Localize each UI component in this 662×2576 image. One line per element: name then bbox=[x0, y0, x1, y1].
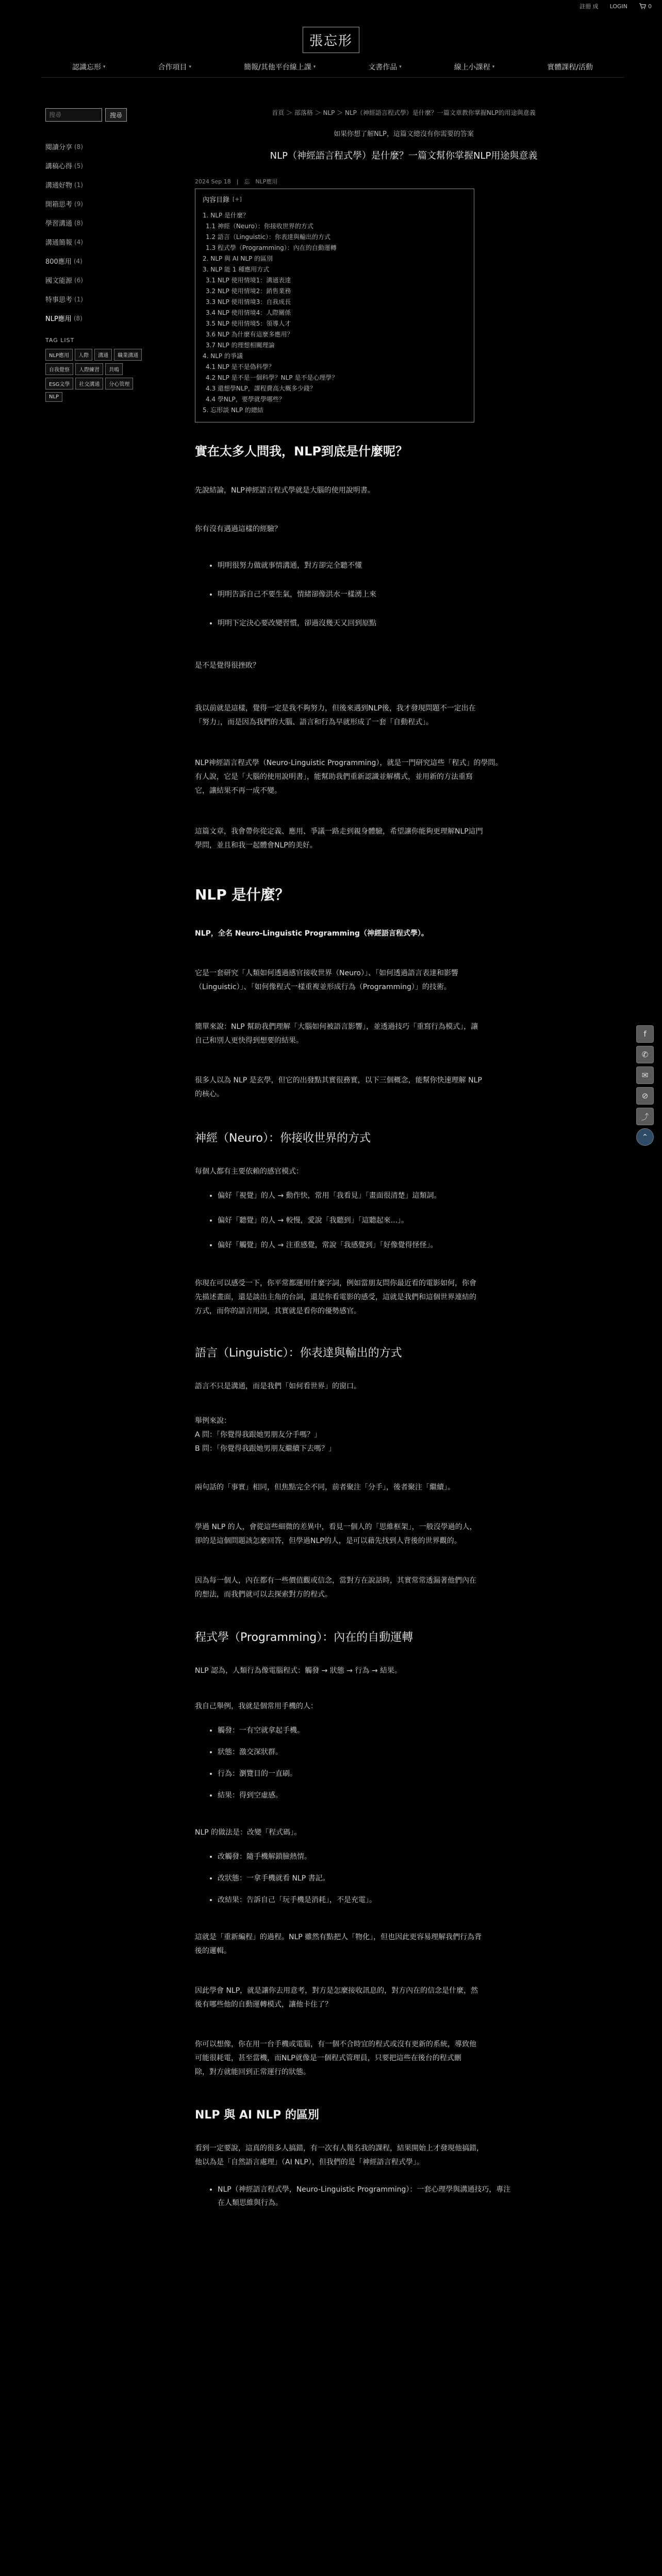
category-label: 講稿心得 bbox=[45, 163, 73, 171]
nav-label: 線上小課程 bbox=[454, 63, 490, 72]
toc-link[interactable]: 3.6 NLP 為什麼有這麼多應用？ bbox=[206, 331, 293, 338]
category-count: (6) bbox=[74, 276, 84, 284]
toc-link[interactable]: 3.2 NLP 使用情境2：銷售業務 bbox=[206, 287, 291, 295]
paragraph: 簡單來說：NLP 幫助我們理解「大腦如何被語言影響」，並透過技巧「重寫行為模式」，讓 bbox=[195, 1023, 478, 1031]
paragraph: NLP 認為，人類行為像電腦程式：觸發 → 狀態 → 行為 → 結果。 bbox=[195, 1667, 402, 1675]
toc-link[interactable]: 3.5 NLP 使用情境5：領導人才 bbox=[206, 320, 291, 327]
login-link[interactable]: LOGIN bbox=[609, 3, 627, 10]
chevron-down-icon: ▾ bbox=[103, 64, 106, 70]
category-count: (4) bbox=[73, 257, 82, 265]
category-count: (8) bbox=[73, 314, 82, 322]
tag-list bbox=[45, 349, 143, 402]
paragraph: 有人說，它是「大腦的使用說明書」，能幫助我們重新認識並解構式，並用新的方法重寫 bbox=[195, 773, 473, 781]
paragraph: 舉例來說： bbox=[195, 1417, 231, 1425]
table-of-contents bbox=[195, 189, 474, 422]
arrow-up-icon: ⌃ bbox=[641, 1132, 649, 1142]
search-form bbox=[45, 108, 143, 122]
paragraph: 的想法，而我們就可以去探索對方的程式。 bbox=[195, 1590, 332, 1599]
line-icon: ✆ bbox=[641, 1050, 649, 1059]
paragraph: 卻的是這個問題該怎麼回答，但學過NLP的人，是可以藉先找到人背後的世界觀的。 bbox=[195, 1537, 461, 1545]
paragraph: 很多人以為 NLP 是玄學，但它的出發點其實很務實，以下三個概念，能幫你快速理解 NLP bbox=[195, 1076, 482, 1084]
list-item: • 偏好「聽覺」的人 → 較慢，愛說「我聽到」「這聽起來...」。 bbox=[218, 1214, 613, 1227]
toc-title: 內容目錄 bbox=[203, 196, 230, 204]
paragraph: 我以前就是這樣，覺得一定是我不夠努力，但後來遇到NLP後，我才發現問題不一定出在 bbox=[195, 704, 476, 713]
toc-link[interactable]: 1.3 程式學（Programming）：內在的自動運轉 bbox=[206, 244, 337, 251]
paragraph: 它，讓結果不再一成不變。 bbox=[195, 787, 282, 795]
section-heading: 實在太多人問我，NLP到底是什麼呢？ bbox=[195, 444, 408, 459]
signup-link[interactable]: 註冊 成 bbox=[580, 3, 599, 10]
tag-chip[interactable]: 自我覺察 bbox=[45, 363, 73, 375]
sidebar bbox=[45, 108, 143, 402]
nav-item-about[interactable] bbox=[72, 62, 106, 72]
toc-link[interactable]: 2. NLP 與 AI NLP 的區別 bbox=[203, 255, 273, 262]
chevron-down-icon: ▾ bbox=[399, 64, 402, 70]
bullet-list bbox=[195, 1850, 613, 1907]
chevron-down-icon: ▾ bbox=[492, 64, 495, 70]
toc-header bbox=[203, 194, 467, 204]
category-item[interactable] bbox=[45, 213, 143, 232]
bullet-list bbox=[195, 1724, 613, 1802]
toc-link[interactable]: 4.4 學NLP，要學就學哪些？ bbox=[206, 396, 285, 403]
site-title: 張忘形 bbox=[303, 27, 359, 53]
category-label: 閱讀分享 bbox=[45, 144, 73, 151]
paragraph: 是不是覺得很挫敗？ bbox=[195, 662, 260, 670]
tag-chip[interactable]: ESG文學 bbox=[45, 378, 73, 389]
category-count: (1) bbox=[74, 295, 84, 303]
category-item[interactable] bbox=[45, 251, 143, 270]
nav-label: 認識忘形 bbox=[72, 63, 101, 72]
cart-icon bbox=[639, 3, 646, 9]
paragraph: NLP 的做法是：改變「程式碼」。 bbox=[195, 1828, 302, 1837]
paragraph: 可能很耗電，甚至當機，而NLP就像是一個程式管理員，只要把這些在後台的程式刪 bbox=[195, 2054, 461, 2062]
toc-link[interactable]: 1. NLP 是什麼？ bbox=[203, 212, 249, 219]
category-label: 學習溝通 bbox=[45, 220, 73, 228]
cart-count: 0 bbox=[648, 3, 652, 10]
list-item: • 明明很努力做就事情溝通，對方卻完全聽不懂 bbox=[218, 559, 613, 572]
list-item: • 結果：得到空虛感。 bbox=[218, 1789, 613, 1802]
paragraph: 因此學會 NLP，就是讓你去用意考，對方是怎麼接收訊息的，對方內在的信念是什麼，然 bbox=[195, 1987, 478, 1995]
toc-link[interactable]: 3. NLP 能 1 種應用方式 bbox=[203, 266, 270, 273]
toc-link[interactable]: 3.1 NLP 使用情境1：溝通表達 bbox=[206, 277, 291, 284]
paragraph: 先描述畫面，還是談出主角的台詞，還是你看電影的感受，這就是我們和這個世界連結的 bbox=[195, 1293, 476, 1301]
paragraph: 學過 NLP 的人，會從這些細微的差異中，看見一個人的「思維框架」，一般沒學過的人， bbox=[195, 1523, 477, 1531]
nav-item-mini-course[interactable] bbox=[454, 62, 495, 72]
list-item: • 行為：瀏覽目的一直刷。 bbox=[218, 1767, 613, 1781]
paragraph: 自己和別人更快得到想要的結果。 bbox=[195, 1037, 303, 1045]
nav-divider bbox=[41, 77, 624, 78]
subsection-heading: 程式學（Programming）：內在的自動運轉 bbox=[195, 1631, 413, 1644]
paragraph: 這就是「重新編程」的過程。NLP 雖然有點把人「物化」，但也因此更容易理解我們行為背 bbox=[195, 1933, 482, 1941]
list-item: • 改狀態：一拿手機就看 NLP 書記。 bbox=[218, 1872, 613, 1885]
tag-list-title: TAG LIST bbox=[45, 337, 75, 344]
nav-item-writing[interactable] bbox=[368, 62, 402, 72]
nav-label: 文書作品 bbox=[368, 63, 398, 72]
list-item: • 明明下定決心要改變習慣，卻過沒幾天又回到原點 bbox=[218, 617, 613, 630]
chevron-down-icon: ▾ bbox=[313, 64, 316, 70]
paragraph: 後的邏輯。 bbox=[195, 1947, 231, 1955]
tag-chip[interactable]: 共鳴 bbox=[105, 363, 123, 375]
floating-share-bar bbox=[636, 1025, 654, 1146]
list-item: • 明明告訴自己不要生氣，情緒卻像洪水一樣湧上來 bbox=[218, 588, 613, 601]
toc-link[interactable]: 1.1 神經（Neuro）：你接收世界的方式 bbox=[206, 223, 313, 230]
category-count: (8) bbox=[74, 219, 84, 227]
tag-chip[interactable]: 分心管理 bbox=[105, 378, 133, 389]
tag-chip[interactable]: NLP bbox=[45, 392, 62, 402]
tag-chip[interactable]: 人際 bbox=[75, 349, 92, 361]
toc-link[interactable]: 3.4 NLP 使用情境4：人際關係 bbox=[206, 309, 291, 316]
category-count: (4) bbox=[74, 238, 84, 246]
paragraph: 這篇文章，我會帶你從定義、應用、爭議一路走到親身體驗，希望讓你能夠更理解NLP這門 bbox=[195, 827, 483, 836]
paragraph: 學問，並且和我一起體會NLP的美好。 bbox=[195, 841, 317, 850]
tag-chip[interactable]: 社交溝通 bbox=[75, 378, 103, 389]
main-nav bbox=[72, 62, 593, 72]
copy-link-button[interactable] bbox=[636, 1087, 654, 1105]
post-meta: 2024 Sep 18 | 忘 NLP應用 bbox=[195, 178, 278, 185]
subsection-heading: 語言（Linguistic）：你表達與輸出的方式 bbox=[195, 1347, 402, 1360]
toc-link[interactable]: 3.3 NLP 使用情境3：自我成長 bbox=[206, 298, 291, 306]
paragraph: 看到一定要說，這真的很多人搞錯，有一次有人報名我的課程，結果開始上才發現他搞錯， bbox=[195, 2144, 484, 2153]
paragraph: 先說結論，NLP神經語言程式學就是大腦的使用說明書。 bbox=[195, 486, 375, 495]
paragraph: NLP神經語言程式學（Neuro-Linguistic Programming），就是一門研究這些「程式」的學問。 bbox=[195, 759, 503, 767]
tag-chip[interactable]: NLP應用 bbox=[45, 349, 73, 361]
category-label: 開箱思考 bbox=[45, 201, 73, 209]
category-count: (5) bbox=[74, 162, 84, 170]
category-item[interactable] bbox=[45, 232, 143, 251]
paragraph: 你可以想像，你在用一台手機或電腦，有一個不合時宜的程式或沒有更新的系統，導致他 bbox=[195, 2040, 476, 2048]
category-count: (9) bbox=[74, 200, 84, 208]
section-heading: NLP 是什麼？ bbox=[195, 886, 290, 903]
paragraph: 的核心。 bbox=[195, 1090, 224, 1098]
line-share-button[interactable] bbox=[636, 1046, 654, 1063]
facebook-icon: f bbox=[643, 1029, 647, 1039]
category-label: 國文能源 bbox=[45, 277, 73, 285]
bullet-list bbox=[195, 2183, 613, 2210]
toc-link[interactable]: 4.3 還想學NLP，課程費高大概多少錢？ bbox=[206, 385, 316, 392]
list-item: • 偏好「觸覺」的人 → 注重感覺，常說「我感覺到」「好像覺得怪怪」。 bbox=[218, 1239, 613, 1252]
category-item-active[interactable] bbox=[45, 309, 143, 328]
category-item[interactable] bbox=[45, 175, 143, 194]
category-item[interactable] bbox=[45, 290, 143, 309]
category-count: (8) bbox=[74, 143, 84, 150]
facebook-share-button[interactable] bbox=[636, 1025, 654, 1043]
paragraph: 方式，而你的語言用詞，其實就是看你的優勢感官。 bbox=[195, 1307, 361, 1315]
breadcrumb[interactable]: 首頁 ＞ 部落格 ＞ NLP ＞ NLP（神經語言程式學）是什麼？一篇文章教你掌握NLP的用途與意義 bbox=[272, 109, 536, 116]
category-item[interactable] bbox=[45, 156, 143, 175]
nav-label: 簡報/其他平台線上課 bbox=[244, 63, 311, 72]
paragraph: 除，對方就能回到正常運行的狀態。 bbox=[195, 2068, 310, 2076]
paragraph: A 問：「你覺得我跟她男朋友分手嗎？」 bbox=[195, 1431, 322, 1439]
toc-link[interactable]: 4.1 NLP 是不是偽科學？ bbox=[206, 363, 275, 370]
tag-chip[interactable]: 人際練習 bbox=[75, 363, 103, 375]
nav-item-courses[interactable] bbox=[244, 62, 316, 72]
nav-label: 合作項目 bbox=[158, 63, 187, 72]
paragraph: 他以為是「自然語言處理」（AI NLP），但我們的是「神經語言程式學」。 bbox=[195, 2158, 424, 2166]
category-label: 溝通簡報 bbox=[45, 239, 73, 247]
category-label: 溝通好物 bbox=[45, 182, 73, 190]
bullet-list bbox=[195, 1189, 613, 1252]
subsection-heading: NLP 與 AI NLP 的區別 bbox=[195, 2109, 319, 2122]
paragraph: 你現在可以感受一下，你平常都運用什麼字詞，例如當朋友問你最近看的電影如何，你會 bbox=[195, 1279, 476, 1287]
paragraph: 兩句話的「事實」相同，但焦點完全不同，前者聚注「分手」，後者聚注「繼續」。 bbox=[195, 1483, 455, 1492]
search-button[interactable]: 搜尋 bbox=[105, 108, 127, 122]
nav-item-cooperation[interactable] bbox=[158, 62, 192, 72]
post-title: NLP（神經語言程式學）是什麼？一篇文幫你掌握NLP用途與意義 bbox=[270, 150, 538, 161]
category-count: (1) bbox=[74, 181, 84, 189]
category-label: NLP應用 bbox=[45, 315, 72, 323]
paragraph: 語言不只是溝通，而是我們「如何看世界」的窗口。 bbox=[195, 1382, 361, 1391]
category-label: 800應用 bbox=[45, 258, 72, 266]
paragraph: （Linguistic）」、「如何像程式一樣重複並形成行為（Programming）」的技術。 bbox=[195, 983, 451, 991]
top-utility-bar bbox=[0, 0, 662, 12]
post-content bbox=[195, 108, 613, 2210]
toc-link[interactable]: 4.2 NLP 是不是一個科學？NLP 是不是心理學？ bbox=[206, 374, 338, 381]
list-item-text: NLP（神經語言程式學，Neuro-Linguistic Programming）：一套心理學與溝通技巧，專注 bbox=[218, 2185, 511, 2194]
post-subtitle: 如果你想了解NLP，這篇文總沒有你需要的答案 bbox=[334, 130, 474, 138]
paragraph: B 問：「你覺得我跟她男朋友繼續下去嗎？」 bbox=[195, 1445, 336, 1453]
article-body bbox=[195, 441, 613, 2210]
paragraph: 我自己舉例，我就是個常用手機的人： bbox=[195, 1702, 318, 1710]
category-item[interactable] bbox=[45, 194, 143, 213]
toc-link[interactable]: 5. 忘形談 NLP 的總結 bbox=[203, 406, 263, 414]
tag-chip[interactable]: 溝通 bbox=[94, 349, 112, 361]
tag-chip[interactable]: 職業溝通 bbox=[114, 349, 142, 361]
list-item bbox=[218, 2183, 613, 2210]
list-item: • 狀態：激交深狀群。 bbox=[218, 1745, 613, 1759]
share-icon: ⤴ bbox=[641, 1112, 649, 1122]
paragraph: 每個人都有主要依賴的感官模式： bbox=[195, 1167, 303, 1176]
toc-toggle[interactable]: [+] bbox=[233, 196, 242, 202]
share-button[interactable] bbox=[636, 1108, 654, 1125]
category-label: 特事思考 bbox=[45, 296, 73, 304]
bullet-list bbox=[195, 559, 613, 630]
paragraph: 「努力」，而是因為我們的大腦、語言和行為早就形成了一套「自動程式」。 bbox=[195, 718, 433, 726]
category-item[interactable] bbox=[45, 137, 143, 156]
toc-link[interactable]: 4. NLP 的爭議 bbox=[203, 352, 243, 360]
nav-item-events[interactable] bbox=[547, 62, 593, 72]
cart-button[interactable] bbox=[639, 3, 652, 10]
search-input[interactable] bbox=[45, 108, 102, 122]
paragraph: 因為每一個人，內在都有一些價值觀或信念，當對方在說話時，其實常常透漏著他們內在 bbox=[195, 1577, 476, 1585]
back-to-top-button[interactable] bbox=[636, 1128, 654, 1146]
email-share-button[interactable] bbox=[636, 1066, 654, 1084]
mail-icon: ✉ bbox=[641, 1071, 649, 1080]
list-item: • 改結果：告訴自己「玩手機是消耗」，不是充電」。 bbox=[218, 1893, 613, 1907]
link-icon: ⊘ bbox=[641, 1091, 649, 1100]
category-item[interactable] bbox=[45, 270, 143, 290]
paragraph: 它是一套研究「人類如何透過感官接收世界（Neuro）」、「如何透過語言表達和影響 bbox=[195, 969, 458, 977]
list-item: • 改觸發：隨手機解鎖臉熱情。 bbox=[218, 1850, 613, 1863]
list-item: • 偏好「視覺」的人 → 動作快，常用「我看見」「畫面很清楚」這類詞。 bbox=[218, 1189, 613, 1202]
list-item: • 觸發：一有空就拿起手機。 bbox=[218, 1724, 613, 1737]
paragraph: 後有哪些他的自動運轉模式，讓他卡住了？ bbox=[195, 2001, 332, 2009]
toc-link[interactable]: 1.2 語言（Linguistic）：你表達與輸出的方式 bbox=[206, 233, 330, 241]
subsection-heading: 神經（Neuro）：你接收世界的方式 bbox=[195, 1132, 371, 1145]
paragraph: NLP，全名 Neuro-Linguistic Programming（神經語言程式學）。 bbox=[195, 929, 428, 938]
paragraph: 你有沒有遇過這樣的經驗？ bbox=[195, 525, 282, 533]
chevron-down-icon: ▾ bbox=[189, 64, 192, 70]
toc-link[interactable]: 3.7 NLP 的理想相關理論 bbox=[206, 342, 275, 349]
site-logo[interactable] bbox=[0, 27, 662, 53]
nav-label: 實體課程/活動 bbox=[547, 63, 593, 72]
list-item-text: 在人類思維與行為。 bbox=[218, 2199, 283, 2207]
